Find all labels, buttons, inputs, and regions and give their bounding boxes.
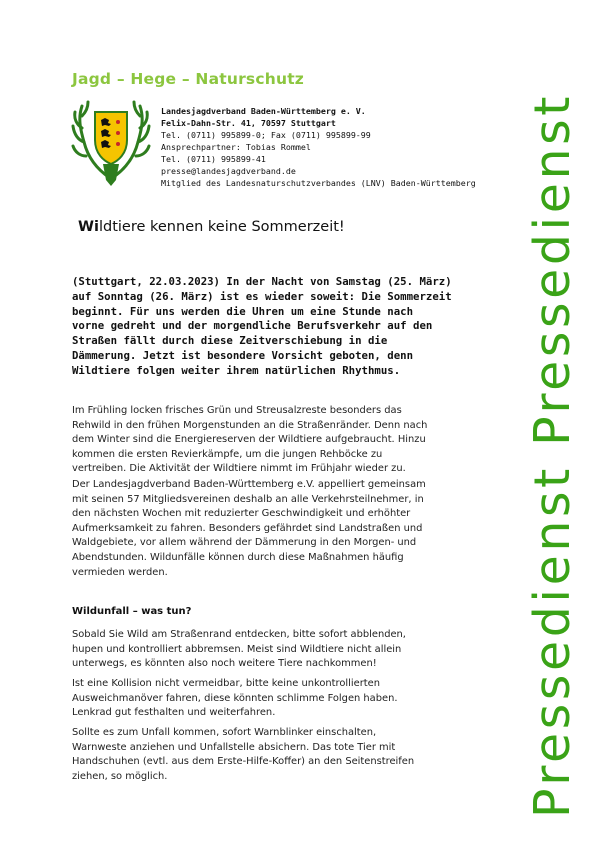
body-line: Ist eine Kollision nicht vermeidbar, bitte keine unkontrollierten <box>72 678 380 689</box>
body-line: Ausweichmanöver fahren, diese könnten schlimme Folgen haben. <box>72 692 398 704</box>
body-line: unterwegs, es könnten also noch weitere Tiere nachkommen! <box>72 658 377 670</box>
body-paragraph-collision <box>72 677 502 721</box>
org-email-link[interactable]: presse@landesjagdverband.de <box>161 166 296 176</box>
body-line: Rehwild in den frühen Morgenstunden an die Straßenränder. Denn nach <box>72 419 428 431</box>
lead-line: vorne gedreht und der morgendliche Berufsverkehr auf den <box>72 319 433 333</box>
body-line: mit seinen 57 Mitgliedsvereinen deshalb an alle Verkehrsteilnehmer, in <box>72 493 424 505</box>
org-contact-person: Ansprechpartner: Tobias Rommel <box>161 142 311 152</box>
body-line: Im Frühling locken frisches Grün und Streusalzreste besonders das <box>72 405 402 416</box>
org-phone-fax: Tel. (0711) 995899-0; Fax (0711) 995899-99 <box>161 130 371 140</box>
body-line: dem Winter sind die Energiereserven der Wildtiere aufgebraucht. Hinzu <box>72 434 426 446</box>
organization-contact-block <box>161 105 476 189</box>
body-paragraph-spring <box>72 404 502 477</box>
body-line: Sobald Sie Wild am Straßenrand entdecken, bitte sofort abblenden, <box>72 629 406 640</box>
headline-bold-prefix: Wi <box>78 219 99 235</box>
body-line: vertreiben. Die Aktivität der Wildtiere nimmt im Frühjahr wieder zu. <box>72 463 406 475</box>
lead-line: auf Sonntag (26. März) ist es wieder soweit: Die Sommerzeit <box>72 289 452 303</box>
body-line: den nächsten Wochen mit reduzierter Geschwindigkeit und erhöhter <box>72 508 411 520</box>
section-subheading: Wildunfall – was tun? <box>72 606 192 617</box>
org-name: Landesjagdverband Baden-Württemberg e. V. <box>161 106 366 116</box>
lead-paragraph <box>72 275 502 379</box>
side-banner-pressedienst: Pressedienst Pressedienst <box>524 92 581 818</box>
body-paragraph-appeal <box>72 478 502 580</box>
header-title: Jagd – Hege – Naturschutz <box>72 70 305 88</box>
lead-line: (Stuttgart, 22.03.2023) In der Nacht von Samstag (25. März) <box>72 275 452 288</box>
body-line: Der Landesjagdverband Baden-Württemberg e.V. appelliert gemeinsam <box>72 479 426 490</box>
body-line: Sollte es zum Unfall kommen, sofort Warnblinker einschalten, <box>72 727 377 738</box>
org-address: Felix-Dahn-Str. 41, 70597 Stuttgart <box>161 118 336 128</box>
headline-rest: ldtiere kennen keine Sommerzeit! <box>98 219 345 235</box>
body-line: Handschuhen (evtl. aus dem Erste-Hilfe-Koffer) an den Seitenstreifen <box>72 756 415 768</box>
body-line: Lenkrad gut festhalten und weiterfahren. <box>72 707 276 719</box>
lead-line: Wildtiere folgen weiter ihrem natürlichen Rhythmus. <box>72 363 401 377</box>
body-line: Aufmerksamkeit zu fahren. Besonders gefährdet sind Landstraßen und <box>72 522 423 534</box>
body-line: kommen die ersten Revierkämpfe, um die jungen Rehböcke zu <box>72 448 383 460</box>
body-line: Abendstunden. Wildunfälle können durch diese Maßnahmen häufig <box>72 551 404 563</box>
body-line: Warnweste anziehen und Unfallstelle absichern. Das tote Tier mit <box>72 741 396 753</box>
body-line: ziehen, so möglich. <box>72 770 168 782</box>
body-line: hupen und kontrolliert abbremsen. Meist sind Wildtiere nicht allein <box>72 643 402 655</box>
body-line: Waldgebiete, vor allem während der Dämmerung in den Morgen- und <box>72 537 417 549</box>
hunting-association-emblem-icon <box>70 98 152 190</box>
body-paragraph-accident <box>72 726 502 784</box>
org-membership: Mitglied des Landesnaturschutzverbandes (LNV) Baden-Württemberg <box>161 178 476 188</box>
body-paragraph-spotting <box>72 628 502 672</box>
lead-line: Straßen fällt durch diese Zeitverschiebung in die <box>72 334 388 348</box>
body-line: vermieden werden. <box>72 566 168 578</box>
press-headline <box>78 219 345 235</box>
lead-line: Dämmerung. Jetzt ist besondere Vorsicht geboten, denn <box>72 348 414 362</box>
lead-line: beginnt. Für uns werden die Uhren um eine Stunde nach <box>72 304 414 318</box>
org-contact-phone: Tel. (0711) 995899-41 <box>161 154 266 164</box>
